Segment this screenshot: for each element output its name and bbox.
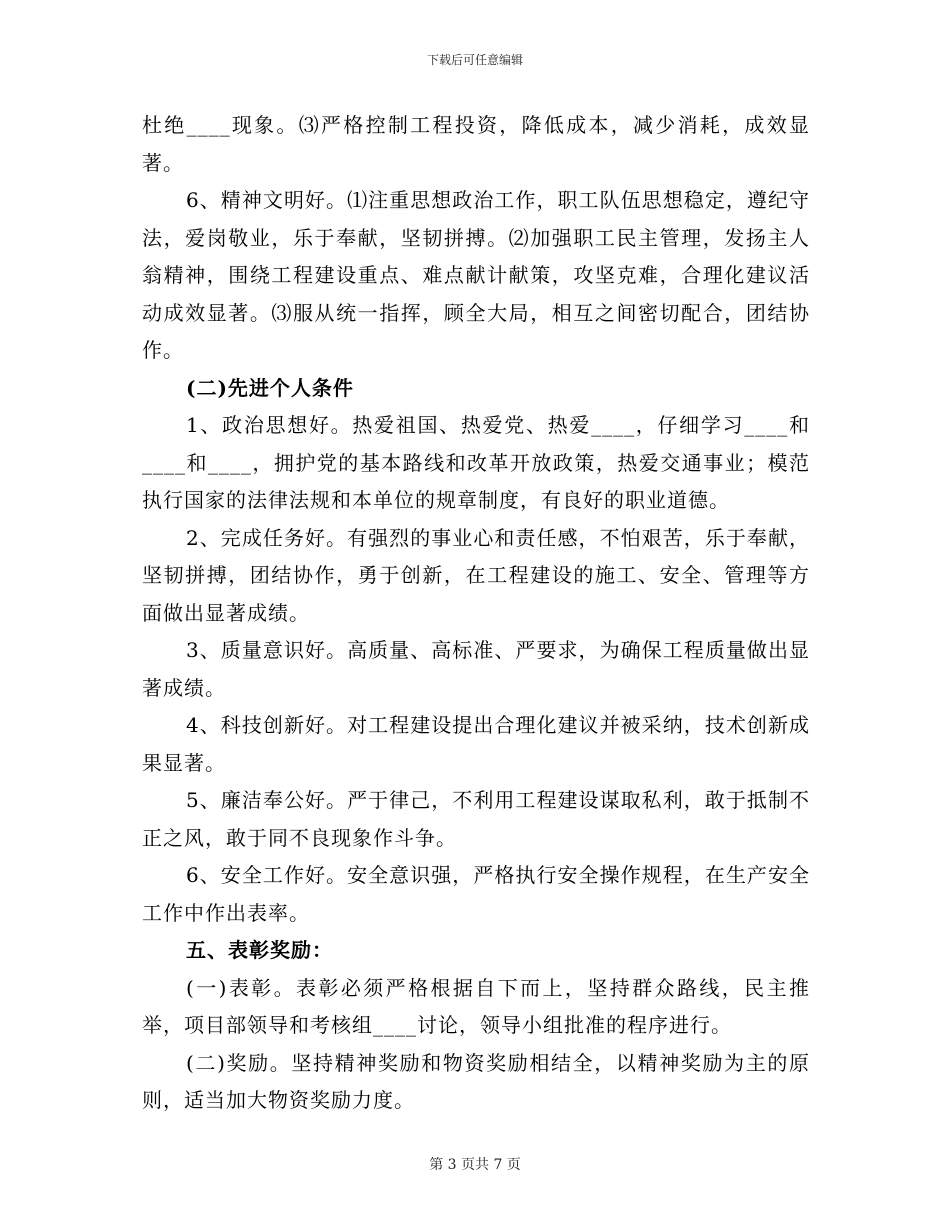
paragraph-safety-work: 6、安全工作好。安全意识强，严格执行安全操作规程，在生产安全工作中作出表率。: [142, 863, 810, 925]
section-heading-awards: 五、表彰奖励：: [186, 938, 333, 962]
section-heading-advanced-individual: (二)先进个人条件: [186, 375, 354, 400]
paragraph-political-thought: 1、政治思想好。热爱祖国、热爱党、热爱____，仔细学习____和____和____，拥护党的基本路线和改革开放政策，热爱交通事业；模范执行国家的法律法规和本单位的规章制度，有良好的职业道德。: [142, 413, 810, 512]
page-footer: 第 3 页共 7 页: [429, 1157, 521, 1173]
paragraph-tech-innovation: 4、科技创新好。对工程建设提出合理化建议并被采纳，技术创新成果显著。: [142, 713, 810, 775]
paragraph-continuation: 杜绝____现象。⑶严格控制工程投资，降低成本，减少消耗，成效显著。: [142, 113, 810, 175]
paragraph-quality-awareness: 3、质量意识好。高质量、高标准、严要求，为确保工程质量做出显著成绩。: [142, 638, 810, 700]
paragraph-rewards: (二)奖励。坚持精神奖励和物资奖励相结全，以精神奖励为主的原则，适当加大物资奖励力度。: [142, 1050, 810, 1112]
paragraph-task-completion: 2、完成任务好。有强烈的事业心和责任感，不怕艰苦，乐于奉献，坚韧拼搏，团结协作，勇于创新，在工程建设的施工、安全、管理等方面做出显著成绩。: [142, 525, 810, 625]
paragraph-spiritual-civilization: 6、精神文明好。⑴注重思想政治工作，职工队伍思想稳定，遵纪守法，爱岗敬业，乐于奉献，坚韧拼搏。⑵加强职工民主管理，发扬主人翁精神，围绕工程建设重点、难点献计献策，攻坚克难，合理化建议活动成效显著。⑶服从统一指挥，顾全大局，相互之间密切配合，团结协作。: [142, 188, 810, 362]
paragraph-integrity: 5、廉洁奉公好。严于律己，不利用工程建设谋取私利，敢于抵制不正之风，敢于同不良现象作斗争。: [142, 788, 810, 850]
paragraph-commendation: (一)表彰。表彰必须严格根据自下而上，坚持群众路线，民主推举，项目部领导和考核组____讨论，领导小组批准的程序进行。: [142, 975, 810, 1037]
page-header: 下载后可任意编辑: [426, 53, 523, 67]
document-body: [142, 107, 810, 1120]
